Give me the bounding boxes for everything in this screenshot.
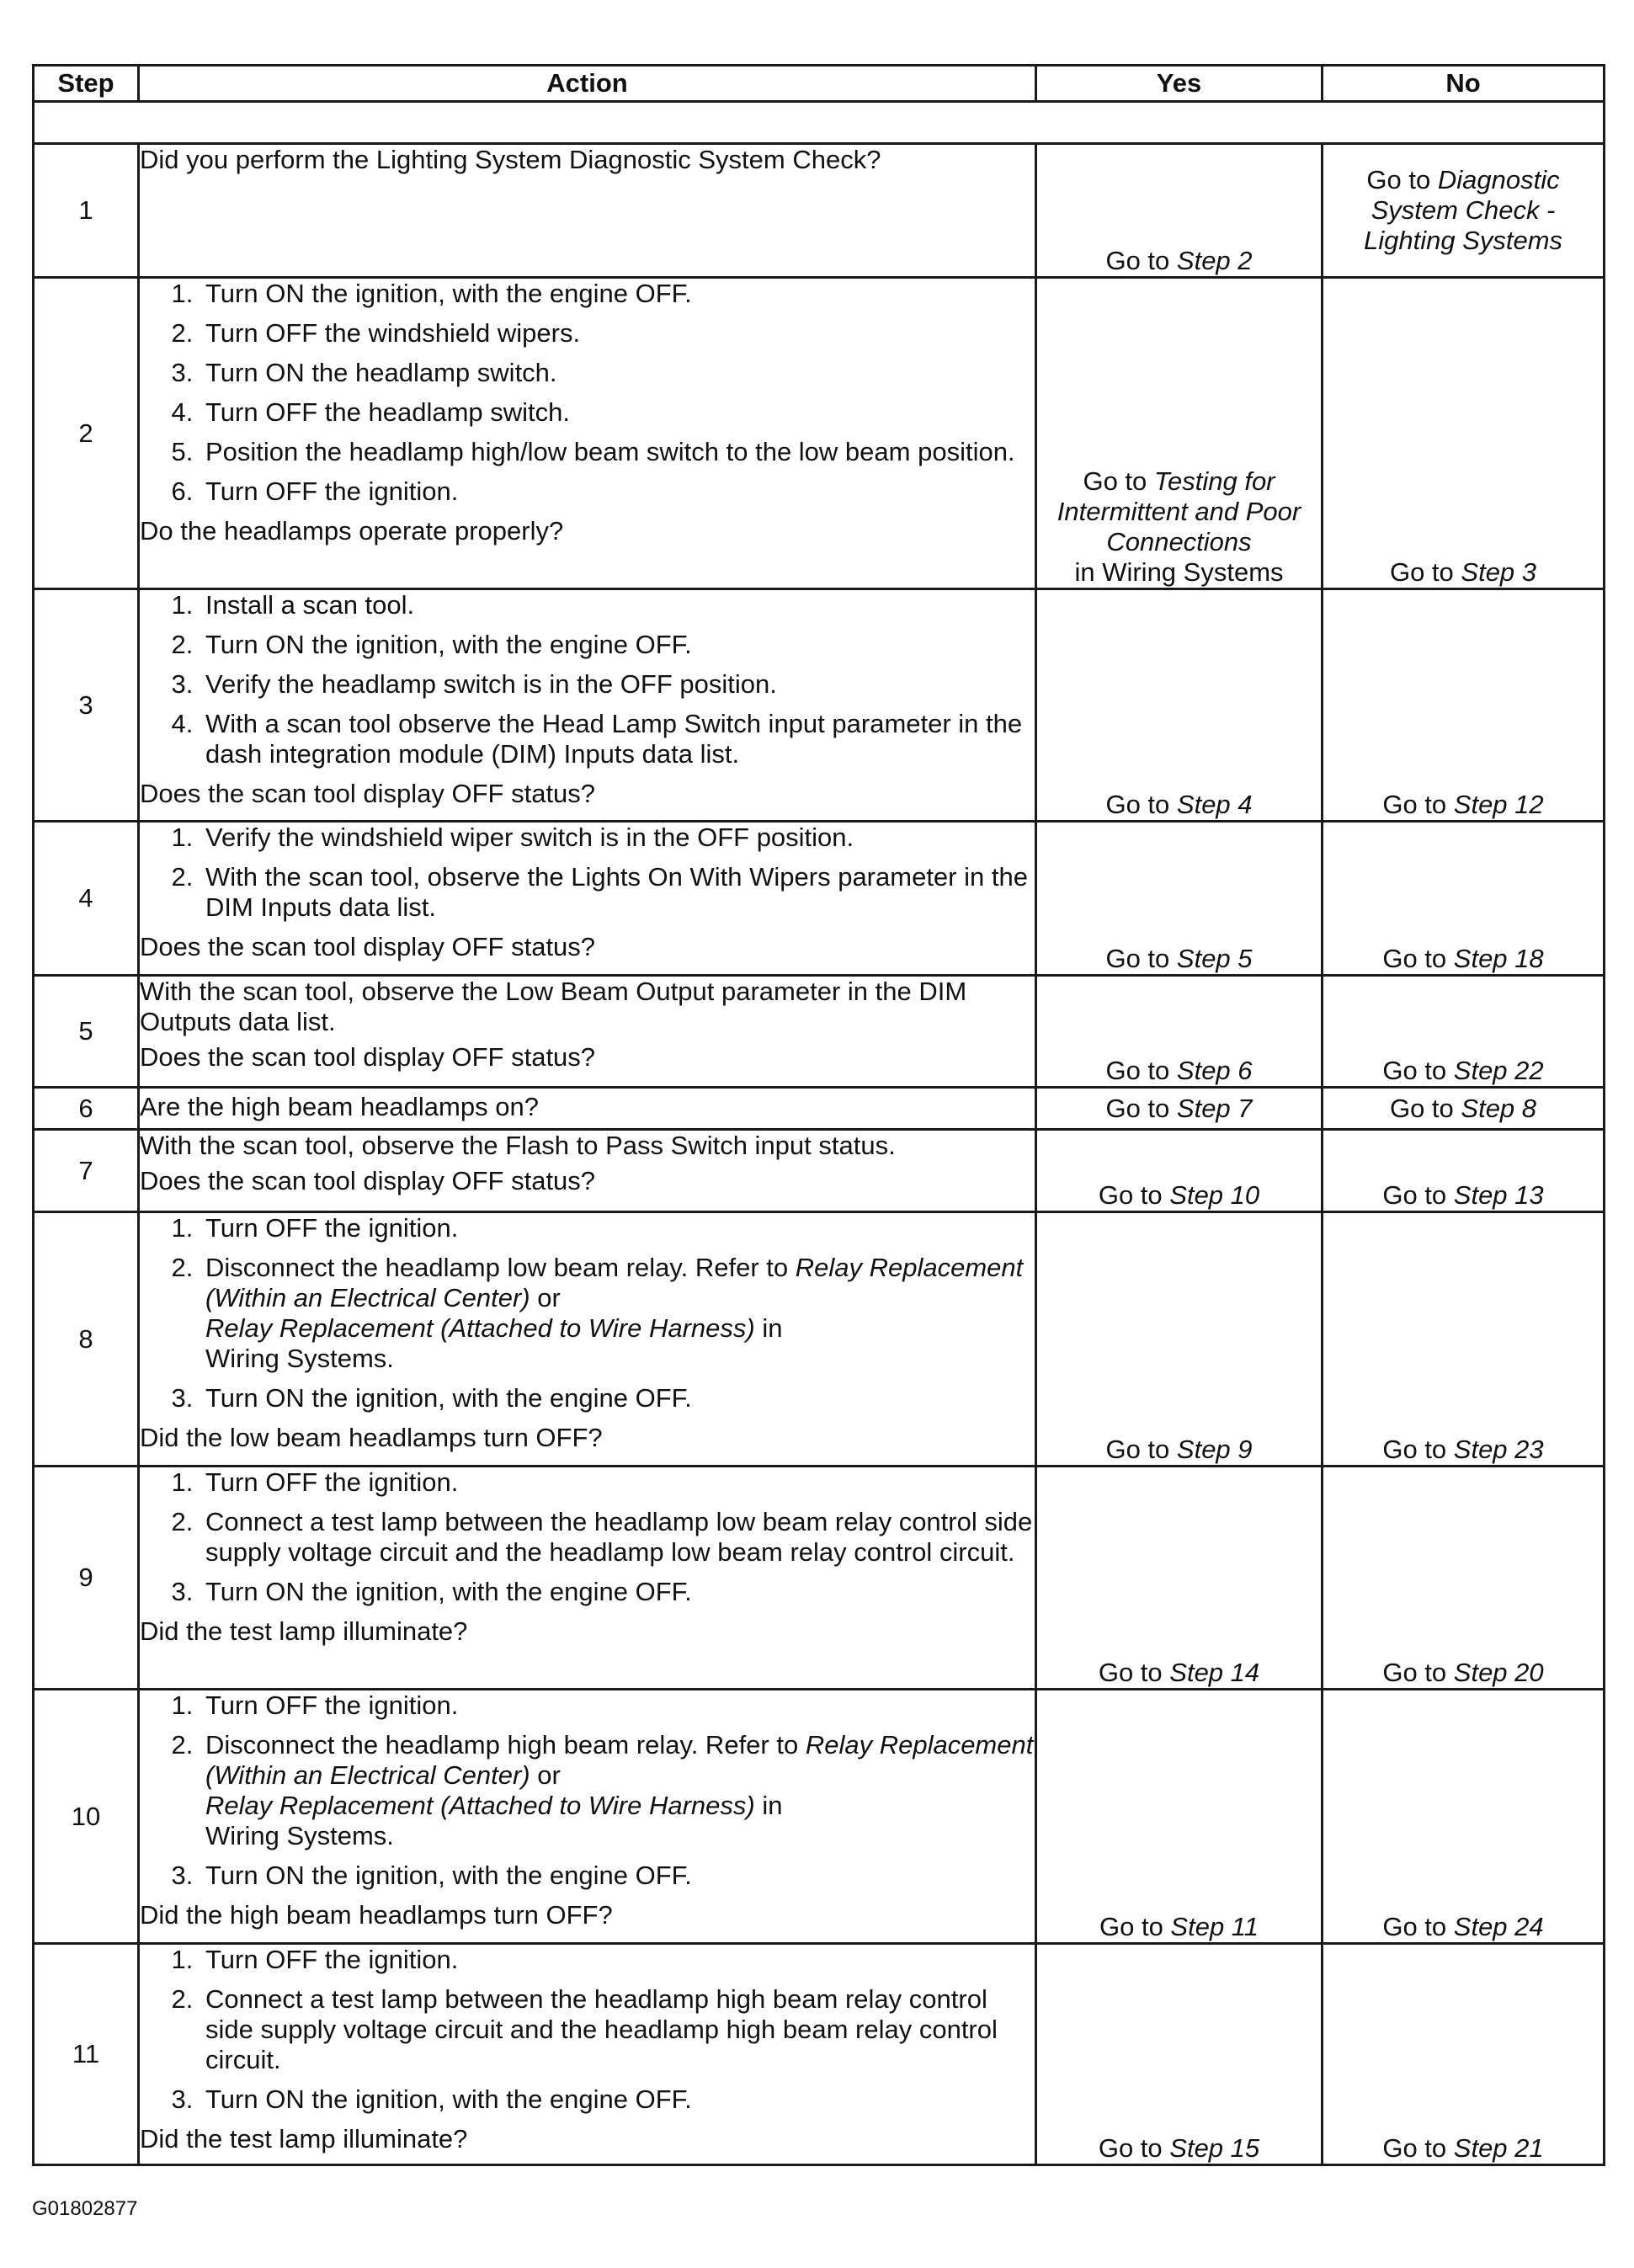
question-text: Did the high beam headlamps turn OFF? [140, 1900, 613, 1930]
yes-cell [1036, 1467, 1323, 1690]
no-cell [1323, 1130, 1605, 1212]
no-prefix: Go to [1382, 1180, 1454, 1210]
table-row [34, 1690, 1605, 1944]
action-cell [139, 1088, 1036, 1130]
no-link[interactable]: Step 23 [1453, 1435, 1544, 1464]
yes-prefix: Go to [1099, 1912, 1171, 1941]
relay-ref-link[interactable]: Relay Replacement (Within an Electrical Center) [205, 1730, 1034, 1790]
question-text: Did the test lamp illuminate? [140, 1616, 468, 1646]
no-link[interactable]: Step 22 [1453, 1056, 1544, 1085]
sub-step-relay-ref [200, 1730, 1035, 1851]
no-prefix: Go to [1382, 1056, 1454, 1085]
table-row [34, 1467, 1605, 1690]
sub-step-list [140, 1945, 1035, 2115]
yes-cell [1036, 1944, 1323, 2165]
question-text: Did the low beam headlamps turn OFF? [140, 1423, 603, 1452]
action-cell [139, 1130, 1036, 1212]
yes-link[interactable]: Testing for Intermittent and Poor Connections [1057, 466, 1301, 556]
yes-prefix: Go to [1098, 1658, 1170, 1687]
sub-step: 5. Position the headlamp high/low beam switch to the low beam position. [200, 437, 1035, 467]
no-prefix: Go to [1382, 790, 1454, 819]
table-row [34, 589, 1605, 822]
yes-prefix: Go to [1105, 790, 1177, 819]
yes-prefix: Go to [1105, 1056, 1177, 1085]
no-link[interactable]: Step 13 [1453, 1180, 1544, 1210]
spacer-cell [34, 102, 1605, 144]
relay-ref-link[interactable]: Relay Replacement (Attached to Wire Harness) [205, 1313, 755, 1343]
no-cell [1323, 1690, 1605, 1944]
no-prefix: Go to [1382, 1912, 1454, 1941]
action-cell [139, 1467, 1036, 1690]
sub-step: 1. Turn OFF the ignition. [200, 1945, 1035, 1975]
sub-step: 1. Turn ON the ignition, with the engine OFF. [200, 279, 1035, 309]
yes-cell [1036, 1212, 1323, 1467]
action-cell [139, 1690, 1036, 1944]
sub-step-list [140, 590, 1035, 769]
no-cell [1323, 822, 1605, 976]
yes-link[interactable]: Step 4 [1176, 790, 1253, 819]
sub-step: 3. Turn ON the ignition, with the engine OFF. [200, 2084, 1035, 2115]
no-link[interactable]: Diagnostic System Check - Lighting Systems [1363, 165, 1563, 255]
yes-prefix: Go to [1083, 466, 1154, 496]
sub-step-text: Wiring Systems. [205, 1821, 394, 1850]
sub-step: 1. Turn OFF the ignition. [200, 1467, 1035, 1498]
yes-cell [1036, 144, 1323, 278]
yes-cell [1036, 278, 1323, 589]
no-prefix: Go to [1382, 1435, 1454, 1464]
no-cell [1323, 589, 1605, 822]
sub-step-list [140, 1213, 1035, 1414]
spacer-row [34, 102, 1605, 144]
action-cell [139, 144, 1036, 278]
table-row [34, 1944, 1605, 2165]
relay-ref-link[interactable]: Relay Replacement (Within an Electrical Center) [205, 1253, 1024, 1312]
yes-link[interactable]: Step 9 [1176, 1435, 1253, 1464]
table-row [34, 822, 1605, 976]
question-text: Did the test lamp illuminate? [140, 2124, 468, 2154]
header-action: Action [139, 66, 1036, 102]
table-row [34, 1088, 1605, 1130]
sub-step: 3. Turn ON the ignition, with the engine OFF. [200, 1861, 1035, 1891]
sub-step: 4. Turn OFF the headlamp switch. [200, 397, 1035, 428]
sub-step: 2. Connect a test lamp between the headlamp high beam relay control side supply voltage circuit and the headlamp high beam relay control circuit. [200, 1984, 1035, 2075]
step-number: 3 [34, 589, 139, 822]
no-cell [1323, 1212, 1605, 1467]
table-row [34, 976, 1605, 1088]
sub-step-list [140, 279, 1035, 507]
step-number: 2 [34, 278, 139, 589]
yes-prefix: Go to [1105, 944, 1177, 973]
header-step: Step [34, 66, 139, 102]
sub-step-text: Disconnect the headlamp high beam relay. Refer to [205, 1730, 806, 1760]
sub-step: 2. Connect a test lamp between the headlamp low beam relay control side supply voltage circuit and the headlamp low beam relay control circuit. [200, 1507, 1035, 1568]
sub-step-text: in [754, 1791, 783, 1820]
question-text: Does the scan tool display OFF status? [140, 932, 596, 961]
step-number: 10 [34, 1690, 139, 1944]
sub-step: 1. Turn OFF the ignition. [200, 1213, 1035, 1243]
action-cell [139, 1944, 1036, 2165]
sub-step: 2. Turn ON the ignition, with the engine OFF. [200, 630, 1035, 660]
yes-link[interactable]: Step 11 [1170, 1912, 1259, 1941]
no-prefix: Go to [1382, 944, 1454, 973]
table-row [34, 1212, 1605, 1467]
step-number: 8 [34, 1212, 139, 1467]
no-cell [1323, 144, 1605, 278]
no-link[interactable]: Step 3 [1461, 557, 1537, 587]
sub-step: 3. Verify the headlamp switch is in the OFF position. [200, 669, 1035, 700]
yes-cell [1036, 589, 1323, 822]
yes-prefix: Go to [1098, 1180, 1170, 1210]
no-prefix: Go to [1382, 2133, 1454, 2163]
sub-step: 3. Turn ON the headlamp switch. [200, 358, 1035, 388]
diagnostic-table [32, 64, 1605, 2166]
sub-step: 3. Turn ON the ignition, with the engine OFF. [200, 1577, 1035, 1607]
table-row [34, 278, 1605, 589]
sub-step-list [140, 823, 1035, 923]
yes-cell [1036, 976, 1323, 1088]
no-prefix: Go to [1382, 1658, 1454, 1687]
action-text: With the scan tool, observe the Flash to Pass Switch input status. [140, 1131, 896, 1160]
question-text: Do the headlamps operate properly? [140, 516, 564, 546]
sub-step-text: or [530, 1760, 561, 1790]
sub-step-text: or [530, 1283, 561, 1312]
no-link[interactable]: Step 18 [1453, 944, 1544, 973]
yes-cell [1036, 1690, 1323, 1944]
no-prefix: Go to [1389, 1093, 1461, 1123]
no-cell [1323, 1467, 1605, 1690]
sub-step-text: Wiring Systems. [205, 1344, 394, 1373]
yes-prefix: Go to [1098, 2133, 1170, 2163]
action-cell [139, 589, 1036, 822]
sub-step: 6. Turn OFF the ignition. [200, 476, 1035, 507]
yes-cell [1036, 822, 1323, 976]
no-link[interactable]: Step 24 [1453, 1912, 1544, 1941]
action-cell [139, 278, 1036, 589]
no-link[interactable]: Step 20 [1453, 1658, 1544, 1687]
yes-suffix: in Wiring Systems [1074, 557, 1284, 587]
action-cell [139, 822, 1036, 976]
yes-link[interactable]: Step 10 [1169, 1180, 1260, 1210]
question-text: Are the high beam headlamps on? [140, 1092, 539, 1121]
yes-prefix: Go to [1105, 1435, 1177, 1464]
sub-step: 2. Turn OFF the windshield wipers. [200, 318, 1035, 349]
step-number: 9 [34, 1467, 139, 1690]
yes-prefix: Go to [1105, 246, 1177, 275]
sub-step: 4. With a scan tool observe the Head Lamp Switch input parameter in the dash integration module (DIM) Inputs data list. [200, 709, 1035, 769]
yes-link[interactable]: Step 14 [1169, 1658, 1260, 1687]
yes-link[interactable]: Step 5 [1176, 944, 1253, 973]
action-cell [139, 1212, 1036, 1467]
header-row [34, 66, 1605, 102]
header-yes: Yes [1036, 66, 1323, 102]
no-prefix: Go to [1366, 165, 1438, 194]
yes-cell [1036, 1130, 1323, 1212]
figure-id: G01802877 [32, 2197, 138, 2220]
question-text: Does the scan tool display OFF status? [140, 779, 596, 808]
sub-step-list [140, 1467, 1035, 1607]
table-row [34, 144, 1605, 278]
sub-step: 1. Install a scan tool. [200, 590, 1035, 620]
no-cell [1323, 1088, 1605, 1130]
yes-link[interactable]: Step 2 [1176, 246, 1253, 275]
table-row [34, 1130, 1605, 1212]
step-number: 4 [34, 822, 139, 976]
step-number: 11 [34, 1944, 139, 2165]
yes-link[interactable]: Step 6 [1176, 1056, 1253, 1085]
no-cell [1323, 278, 1605, 589]
yes-cell [1036, 1088, 1323, 1130]
sub-step-text: Disconnect the headlamp low beam relay. Refer to [205, 1253, 796, 1282]
sub-step: 1. Verify the windshield wiper switch is in the OFF position. [200, 823, 1035, 853]
no-cell [1323, 1944, 1605, 2165]
step-number: 7 [34, 1130, 139, 1212]
sub-step: 1. Turn OFF the ignition. [200, 1690, 1035, 1721]
relay-ref-link[interactable]: Relay Replacement (Attached to Wire Harness) [205, 1791, 755, 1820]
no-link[interactable]: Step 12 [1453, 790, 1544, 819]
sub-step-text: in [754, 1313, 783, 1343]
step-number: 6 [34, 1088, 139, 1130]
yes-prefix: Go to [1105, 1093, 1177, 1123]
action-text: Did you perform the Lighting System Diagnostic System Check? [140, 145, 881, 174]
step-number: 5 [34, 976, 139, 1088]
header-no: No [1323, 66, 1605, 102]
question-text: Does the scan tool display OFF status? [140, 1042, 596, 1072]
sub-step-relay-ref [200, 1253, 1035, 1374]
no-cell [1323, 976, 1605, 1088]
sub-step-list [140, 1690, 1035, 1891]
sub-step: 3. Turn ON the ignition, with the engine OFF. [200, 1383, 1035, 1414]
action-text: With the scan tool, observe the Low Beam Output parameter in the DIM Outputs data list. [140, 977, 967, 1036]
action-cell [139, 976, 1036, 1088]
no-link[interactable]: Step 21 [1453, 2133, 1544, 2163]
no-prefix: Go to [1389, 557, 1461, 587]
question-text: Does the scan tool display OFF status? [140, 1166, 596, 1195]
sub-step: 2. With the scan tool, observe the Lights On With Wipers parameter in the DIM Inputs data list. [200, 862, 1035, 923]
no-link[interactable]: Step 8 [1461, 1093, 1537, 1123]
yes-link[interactable]: Step 15 [1169, 2133, 1260, 2163]
yes-link[interactable]: Step 7 [1176, 1093, 1253, 1123]
step-number: 1 [34, 144, 139, 278]
